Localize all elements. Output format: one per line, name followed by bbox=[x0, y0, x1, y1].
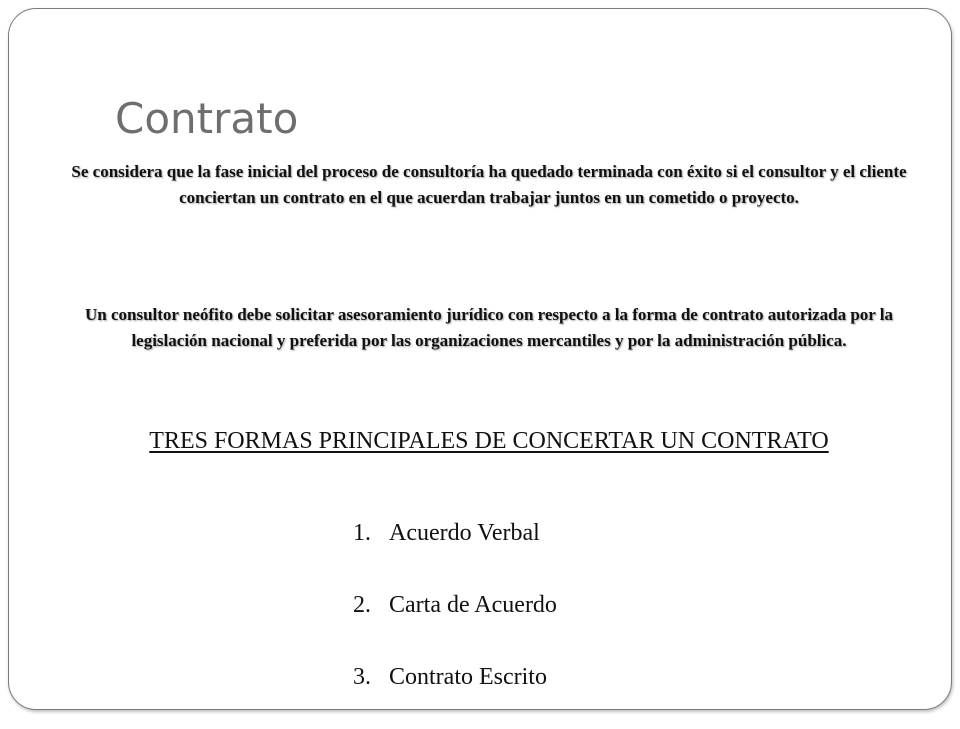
list-item bbox=[353, 513, 557, 585]
list-item-number: 1. bbox=[353, 520, 371, 546]
forms-heading: TRES FORMAS PRINCIPALES DE CONCERTAR UN CONTRATO bbox=[149, 428, 829, 454]
list-item-label: Contrato Escrito bbox=[389, 664, 547, 690]
list-item-label: Carta de Acuerdo bbox=[389, 592, 557, 618]
slide-frame bbox=[8, 8, 952, 710]
list-item bbox=[353, 657, 557, 729]
list-item-label: Acuerdo Verbal bbox=[389, 520, 540, 546]
list-item-number: 3. bbox=[353, 664, 371, 690]
list-item-number: 2. bbox=[353, 592, 371, 618]
intro-paragraph: Se considera que la fase inicial del proceso de consultoría ha quedado terminada con éxito si el consultor y el cliente conciertan un contrato en el que acuerdan trabajar juntos en un cometido o proyecto. bbox=[71, 162, 907, 207]
advice-paragraph: Un consultor neófito debe solicitar asesoramiento jurídico con respecto a la forma de contrato autorizada por la legislación nacional y preferida por las organizaciones mercantiles y por la administración pública. bbox=[84, 305, 894, 350]
slide-title: Contrato bbox=[115, 94, 299, 143]
list-item bbox=[353, 585, 557, 657]
contract-forms-list bbox=[353, 513, 557, 729]
